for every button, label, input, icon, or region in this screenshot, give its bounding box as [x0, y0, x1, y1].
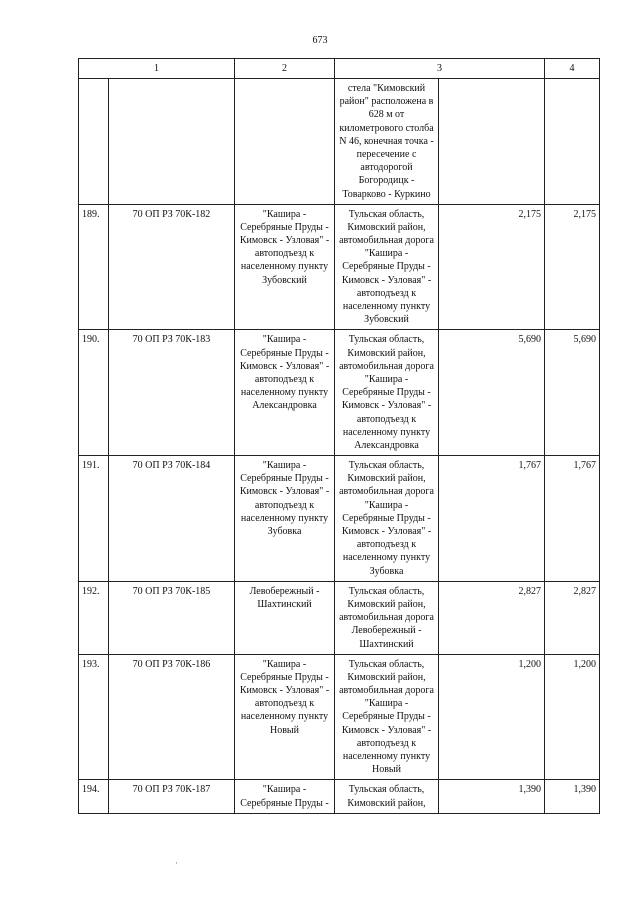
cell-code: 70 ОП РЗ 70К-184	[109, 456, 235, 582]
cell-num: 194.	[79, 780, 109, 813]
table-row	[79, 330, 600, 456]
cell-name: "Кашира - Серебряные Пруды -	[235, 780, 335, 813]
cell-code: 70 ОП РЗ 70К-182	[109, 204, 235, 330]
page-number: 673	[312, 35, 328, 46]
cell-name: "Кашира - Серебряные Пруды - Кимовск - Узловая" - автоподъезд к населенному пункту Новый	[235, 654, 335, 780]
cell-description: Тульская область, Кимовский район,	[335, 780, 439, 813]
cell-code: 70 ОП РЗ 70К-183	[109, 330, 235, 456]
cell-name: "Кашира - Серебряные Пруды - Кимовск - Узловая" - автоподъезд к населенному пункту Зубовский	[235, 204, 335, 330]
cell-num: 191.	[79, 456, 109, 582]
cell-num: 190.	[79, 330, 109, 456]
table-row	[79, 456, 600, 582]
cell-name: "Кашира - Серебряные Пруды - Кимовск - Узловая" - автоподъезд к населенному пункту Зубовка	[235, 456, 335, 582]
cell-code: 70 ОП РЗ 70К-187	[109, 780, 235, 813]
cell-code	[109, 79, 235, 205]
cell-num: 189.	[79, 204, 109, 330]
table-row	[79, 780, 600, 813]
cell-length: 1,767	[439, 456, 545, 582]
column-header-2: 2	[235, 59, 335, 79]
cell-length-2	[545, 79, 600, 205]
cell-code: 70 ОП РЗ 70К-186	[109, 654, 235, 780]
cell-length: 1,390	[439, 780, 545, 813]
cell-description: Тульская область, Кимовский район, автомобильная дорога "Кашира - Серебряные Пруды - Кимовск - Узловая" - автоподъезд к населенному пункту Новый	[335, 654, 439, 780]
cell-description: Тульская область, Кимовский район, автомобильная дорога "Кашира - Серебряные Пруды - Кимовск - Узловая" - автоподъезд к населенному пункту Зубовский	[335, 204, 439, 330]
cell-num	[79, 79, 109, 205]
cell-code: 70 ОП РЗ 70К-185	[109, 581, 235, 654]
cell-name: Левобережный - Шахтинский	[235, 581, 335, 654]
column-header-4: 4	[545, 59, 600, 79]
cell-length: 1,200	[439, 654, 545, 780]
cell-description: Тульская область, Кимовский район, автомобильная дорога "Кашира - Серебряные Пруды - Кимовск - Узловая" - автоподъезд к населенному пункту Зубовка	[335, 456, 439, 582]
cell-length: 2,827	[439, 581, 545, 654]
cell-num: 192.	[79, 581, 109, 654]
cell-description: Тульская область, Кимовский район, автомобильная дорога Левобережный - Шахтинский	[335, 581, 439, 654]
cell-length: 2,175	[439, 204, 545, 330]
table-row	[79, 581, 600, 654]
scan-speck: ·	[175, 858, 178, 868]
cell-length-2: 1,767	[545, 456, 600, 582]
cell-length-2: 1,390	[545, 780, 600, 813]
cell-length	[439, 79, 545, 205]
column-header-3: 3	[335, 59, 545, 79]
cell-name: "Кашира - Серебряные Пруды - Кимовск - Узловая" - автоподъезд к населенному пункту Александровка	[235, 330, 335, 456]
cell-length-2: 2,827	[545, 581, 600, 654]
table-row	[79, 654, 600, 780]
column-header-1: 1	[79, 59, 235, 79]
table-header-row	[79, 59, 600, 79]
roads-registry-table	[78, 58, 600, 814]
table-row-continuation	[79, 79, 600, 205]
cell-num: 193.	[79, 654, 109, 780]
cell-name	[235, 79, 335, 205]
cell-description: стела "Кимовский район" расположена в 628 м от километрового столба N 46, конечная точка - пересечение с автодорогой Богородицк - Товарково - Куркино	[335, 79, 439, 205]
cell-length-2: 1,200	[545, 654, 600, 780]
cell-length: 5,690	[439, 330, 545, 456]
table-row	[79, 204, 600, 330]
cell-length-2: 5,690	[545, 330, 600, 456]
cell-description: Тульская область, Кимовский район, автомобильная дорога "Кашира - Серебряные Пруды - Кимовск - Узловая" - автоподъезд к населенному пункту Александровка	[335, 330, 439, 456]
cell-length-2: 2,175	[545, 204, 600, 330]
